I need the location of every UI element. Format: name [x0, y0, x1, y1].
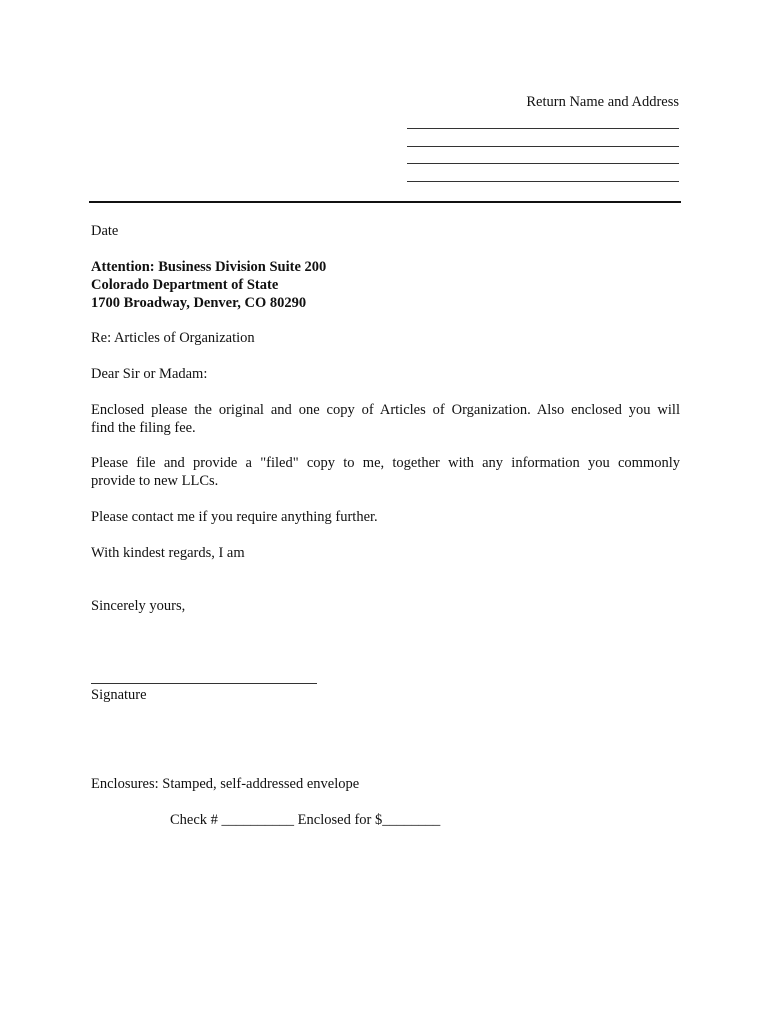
paragraph-2 [91, 454, 680, 490]
return-address-line-4[interactable] [407, 181, 679, 182]
salutation: Dear Sir or Madam: [91, 366, 208, 382]
signature-label: Signature [91, 687, 147, 703]
paragraph-2-line-2: provide to new LLCs. [91, 473, 219, 489]
date-label: Date [91, 223, 119, 239]
paragraph-2-line-1: Please file and provide a "filed" copy to me, together with any information you commonly [91, 455, 680, 471]
return-address-line-2[interactable] [407, 146, 679, 147]
paragraph-1-line-1: Enclosed please the original and one copy of Articles of Organization. Also enclosed you will [91, 402, 680, 418]
signature-line[interactable] [91, 683, 317, 684]
header-divider [89, 201, 681, 203]
re-line: Re: Articles of Organization [91, 330, 255, 346]
attention-line-1: Attention: Business Division Suite 200 [91, 259, 327, 275]
closing-line: Sincerely yours, [91, 598, 186, 614]
return-address-line-1[interactable] [407, 128, 679, 129]
paragraph-3: Please contact me if you require anything further. [91, 509, 378, 525]
paragraph-1 [91, 401, 680, 437]
enclosures-line: Enclosures: Stamped, self-addressed envelope [91, 776, 360, 792]
attention-line-3: 1700 Broadway, Denver, CO 80290 [91, 295, 307, 311]
check-enclosed-line: Check # __________ Enclosed for $________ [170, 812, 441, 828]
return-address-title: Return Name and Address [526, 94, 679, 110]
return-address-line-3[interactable] [407, 163, 679, 164]
attention-line-2: Colorado Department of State [91, 277, 279, 293]
paragraph-1-line-2: find the filing fee. [91, 420, 196, 436]
regards-line: With kindest regards, I am [91, 545, 245, 561]
